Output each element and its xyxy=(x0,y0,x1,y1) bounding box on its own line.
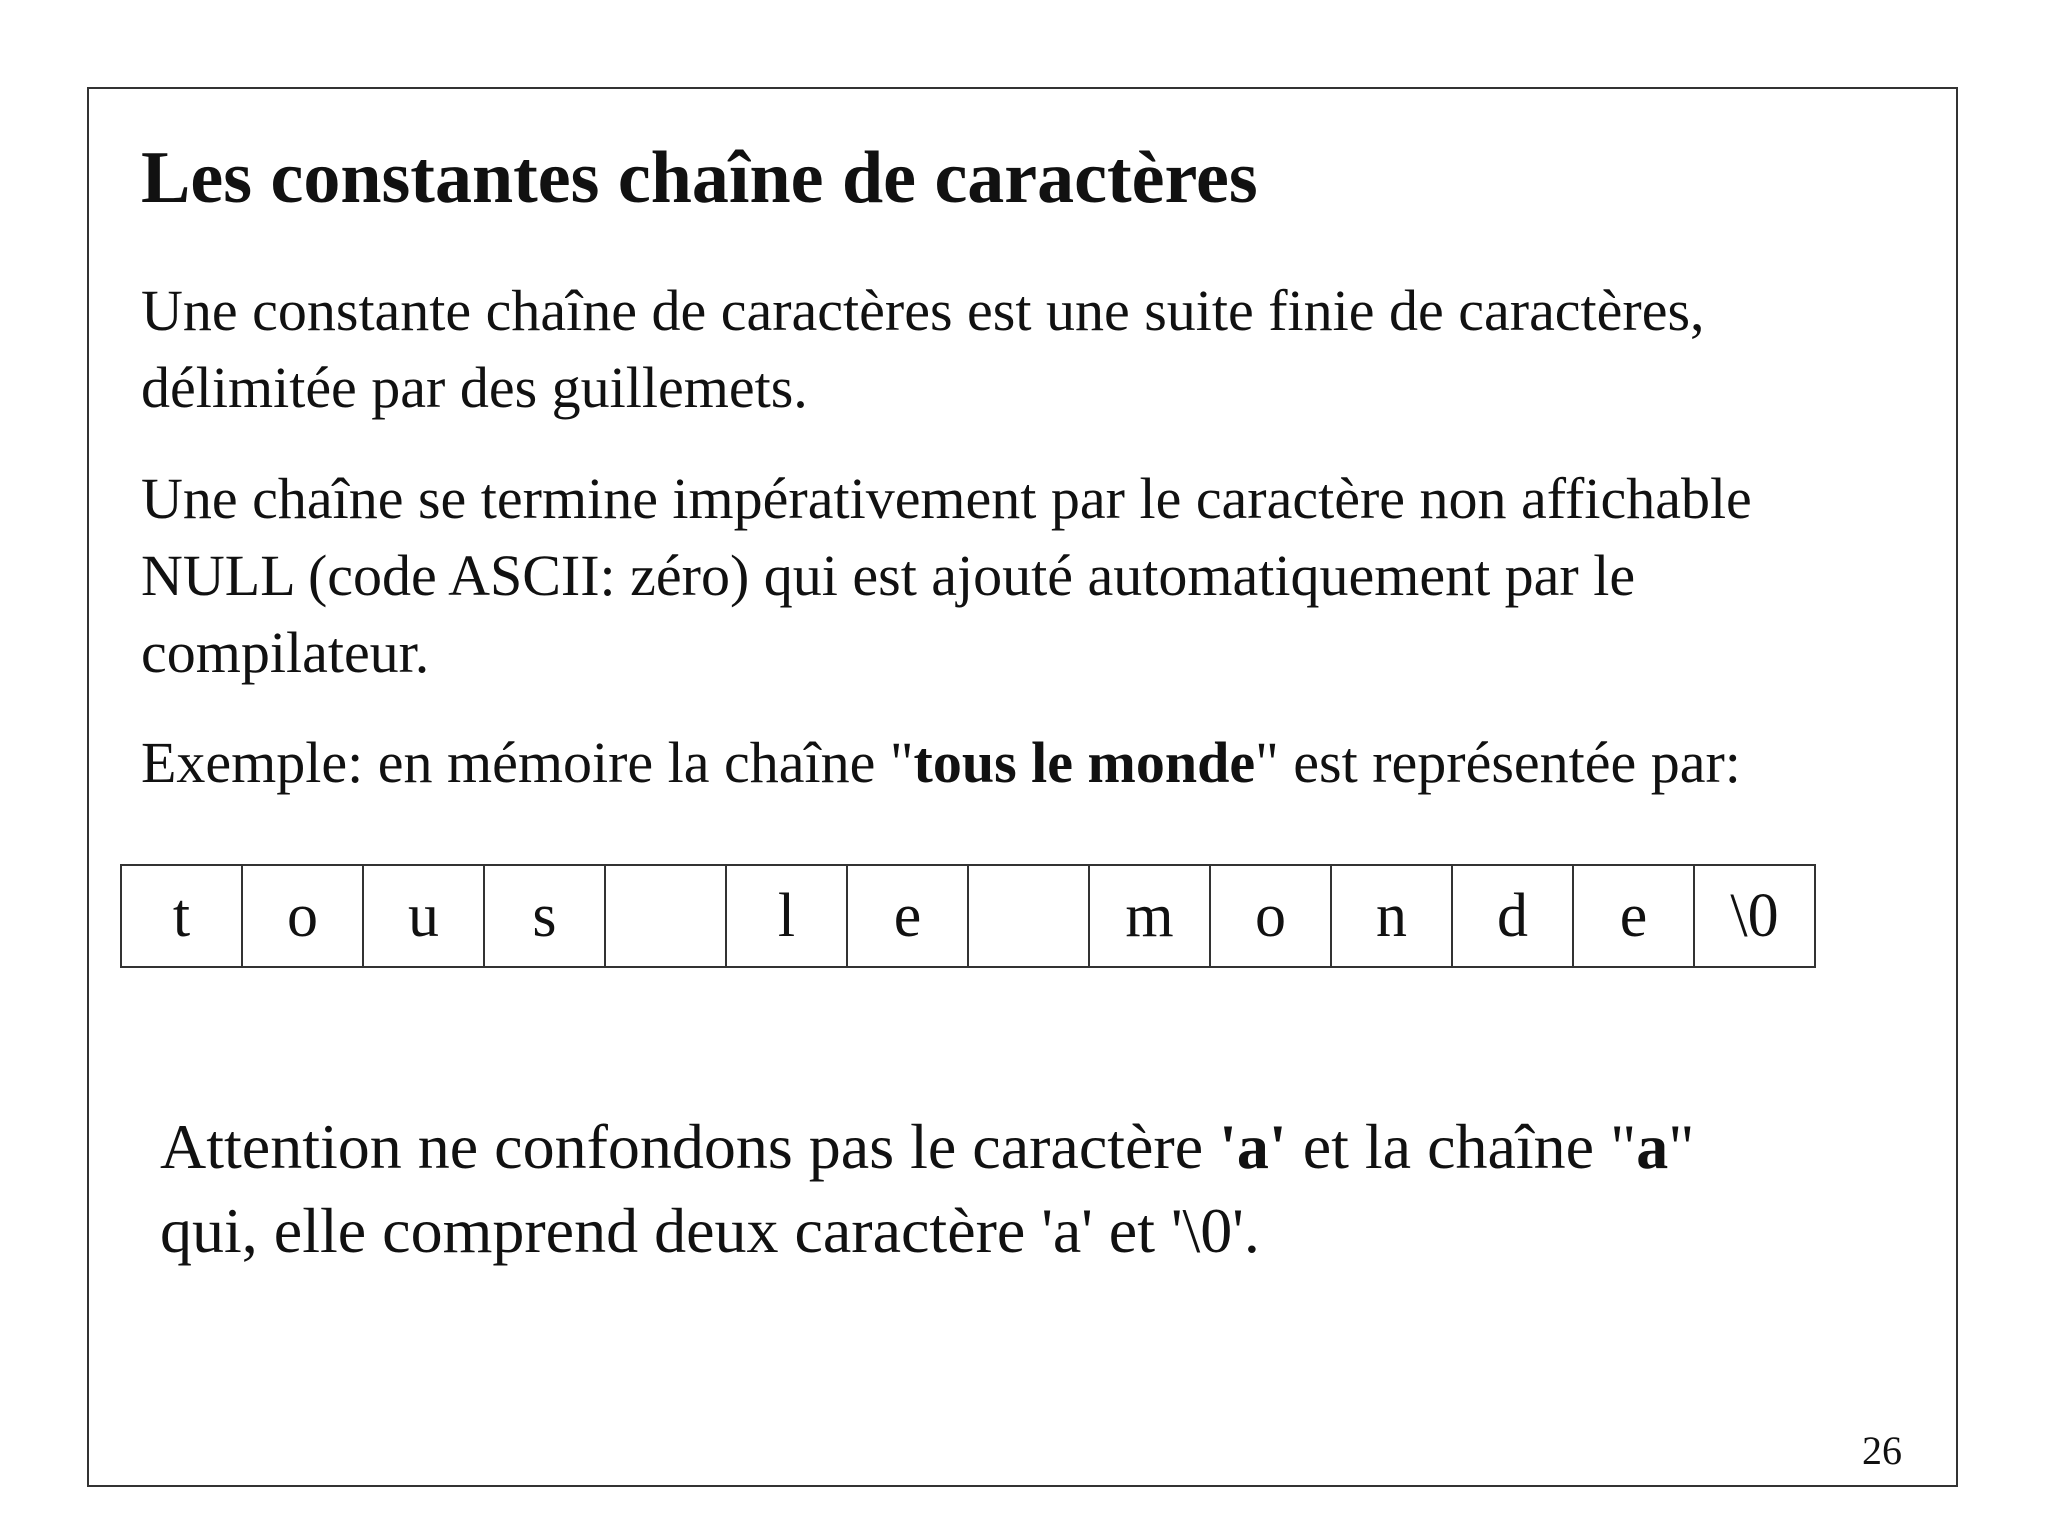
memory-cell xyxy=(605,865,726,967)
example-text-before: Exemple: en mémoire la chaîne " xyxy=(141,730,914,795)
example-string-bold: tous le monde xyxy=(913,730,1256,795)
null-terminator-paragraph xyxy=(141,460,1752,691)
memory-cell: e xyxy=(847,865,968,967)
memory-cell: e xyxy=(1573,865,1694,967)
null-terminator-line-2: NULL (code ASCII: zéro) qui est ajouté automatiquement par le xyxy=(141,543,1636,608)
memory-cell: t xyxy=(121,865,242,967)
note-text-after: " xyxy=(1668,1111,1695,1182)
memory-cell-null-terminator: \0 xyxy=(1694,865,1815,967)
attention-note-line-2: qui, elle comprend deux caractère 'a' et '\0'. xyxy=(160,1195,1260,1266)
memory-cell xyxy=(968,865,1089,967)
memory-representation-table xyxy=(120,864,1816,968)
memory-cell: n xyxy=(1331,865,1452,967)
note-char-bold: 'a' xyxy=(1219,1111,1287,1182)
note-string-bold: a xyxy=(1636,1111,1669,1182)
null-terminator-line-3: compilateur. xyxy=(141,620,430,685)
memory-row xyxy=(121,865,1815,967)
definition-line-1: Une constante chaîne de caractères est une suite finie de caractères, xyxy=(141,278,1705,343)
memory-cell: l xyxy=(726,865,847,967)
slide-title: Les constantes chaîne de caractères xyxy=(141,137,1258,219)
memory-cell: m xyxy=(1089,865,1210,967)
example-paragraph xyxy=(141,724,1741,801)
memory-cell: s xyxy=(484,865,605,967)
null-terminator-line-1: Une chaîne se termine impérativement par le caractère non affichable xyxy=(141,466,1752,531)
memory-cell: o xyxy=(242,865,363,967)
definition-line-2: délimitée par des guillemets. xyxy=(141,355,808,420)
memory-cell: d xyxy=(1452,865,1573,967)
example-text-after: " est représentée par: xyxy=(1255,730,1741,795)
attention-note-line-1 xyxy=(160,1105,1694,1189)
memory-cell: o xyxy=(1210,865,1331,967)
memory-cell: u xyxy=(363,865,484,967)
definition-paragraph xyxy=(141,272,1705,426)
note-text-middle: et la chaîne " xyxy=(1286,1111,1637,1182)
note-text-before: Attention ne confondons pas le caractère xyxy=(160,1111,1220,1182)
page-number: 26 xyxy=(1862,1428,1902,1473)
